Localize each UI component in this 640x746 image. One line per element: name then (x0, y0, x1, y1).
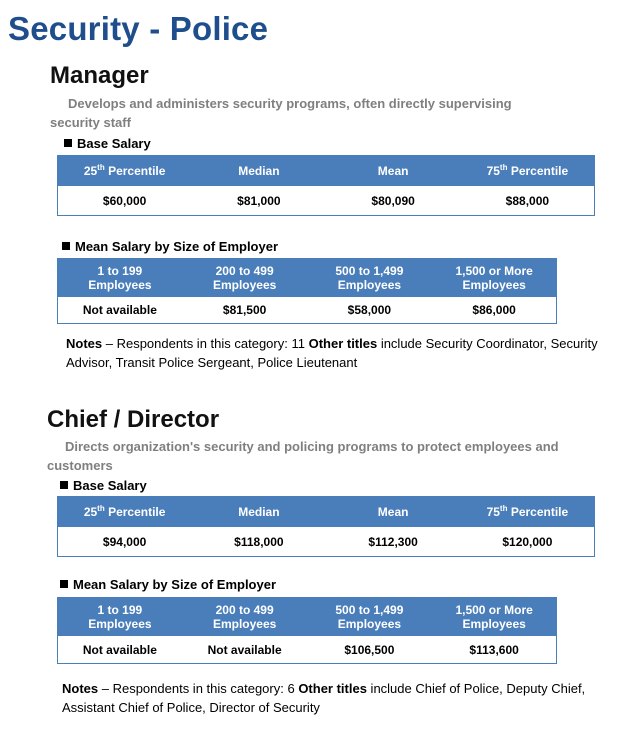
header-employer-size: 200 to 499 Employees (182, 259, 307, 297)
cell-75th-percentile: $88,000 (460, 186, 594, 216)
page-title: Security - Police (8, 10, 269, 47)
table-row (58, 186, 595, 216)
notes-label: Notes (66, 336, 103, 351)
header-employer-size: 200 to 499 Employees (182, 598, 307, 636)
bullet-icon (64, 139, 72, 147)
table-header-row (58, 497, 595, 527)
base-salary-table (57, 155, 595, 216)
cell-75th-percentile: $120,000 (460, 527, 594, 557)
table-header-row (58, 598, 557, 636)
header-median: Median (192, 497, 326, 527)
notes-respondents: – Respondents in this category: 11 (102, 336, 309, 351)
header-median: Median (192, 156, 326, 186)
header-75th-percentile: 75th Percentile (460, 497, 594, 527)
header-employer-size: 500 to 1,499 Employees (307, 259, 432, 297)
base-salary-label: Base Salary (73, 478, 147, 493)
table-header-row (58, 156, 595, 186)
role-title: Chief / Director (47, 406, 220, 433)
cell-value: $106,500 (307, 636, 432, 664)
role-description: Develops and administers security programs, often directly supervising security staff (50, 96, 512, 130)
cell-median: $81,000 (192, 186, 326, 216)
employer-size-label: Mean Salary by Size of Employer (73, 577, 277, 592)
table-header-row (58, 259, 557, 297)
table-row (58, 636, 557, 664)
cell-value: $81,500 (182, 297, 307, 324)
notes-label: Notes (62, 681, 99, 696)
base-salary-table (57, 496, 595, 557)
cell-value: $86,000 (432, 297, 557, 324)
notes (66, 334, 626, 372)
role-title: Manager (50, 62, 149, 89)
header-employer-size: 1 to 199 Employees (58, 259, 183, 297)
employer-size-table (57, 258, 557, 324)
table-row (58, 297, 557, 324)
employer-size-label: Mean Salary by Size of Employer (75, 239, 279, 254)
header-25th-percentile: 25th Percentile (58, 497, 192, 527)
cell-value: Not available (58, 636, 183, 664)
other-titles-text: include Chief of Police, Deputy Chief, Assistant Chief of Police, Director of Security (62, 681, 586, 715)
cell-25th-percentile: $94,000 (58, 527, 192, 557)
cell-mean: $80,090 (326, 186, 460, 216)
header-employer-size: 1,500 or More Employees (432, 598, 557, 636)
header-mean: Mean (326, 156, 460, 186)
notes-respondents: – Respondents in this category: 6 (98, 681, 299, 696)
cell-mean: $112,300 (326, 527, 460, 557)
header-employer-size: 1 to 199 Employees (58, 598, 183, 636)
header-25th-percentile: 25th Percentile (58, 156, 192, 186)
other-titles-label: Other titles (308, 336, 378, 351)
header-employer-size: 1,500 or More Employees (432, 259, 557, 297)
bullet-icon (60, 481, 68, 489)
cell-value: Not available (58, 297, 183, 324)
header-75th-percentile: 75th Percentile (460, 156, 594, 186)
cell-value: $113,600 (432, 636, 557, 664)
employer-size-heading (60, 577, 276, 592)
notes (62, 679, 602, 717)
table-row (58, 527, 595, 557)
employer-size-heading (62, 239, 278, 254)
other-titles-text: include Security Coordinator, Security Advisor, Transit Police Sergeant, Police Lieutenant (66, 336, 598, 370)
cell-value: Not available (182, 636, 307, 664)
bullet-icon (62, 242, 70, 250)
other-titles-label: Other titles (298, 681, 367, 696)
base-salary-label: Base Salary (77, 136, 151, 151)
base-salary-heading (64, 136, 151, 151)
role-description: Directs organization's security and policing programs to protect employees and customers (47, 439, 559, 473)
header-employer-size: 500 to 1,499 Employees (307, 598, 432, 636)
employer-size-table (57, 597, 557, 664)
base-salary-heading (60, 478, 147, 493)
cell-value: $58,000 (307, 297, 432, 324)
bullet-icon (60, 580, 68, 588)
cell-25th-percentile: $60,000 (58, 186, 192, 216)
cell-median: $118,000 (192, 527, 326, 557)
header-mean: Mean (326, 497, 460, 527)
